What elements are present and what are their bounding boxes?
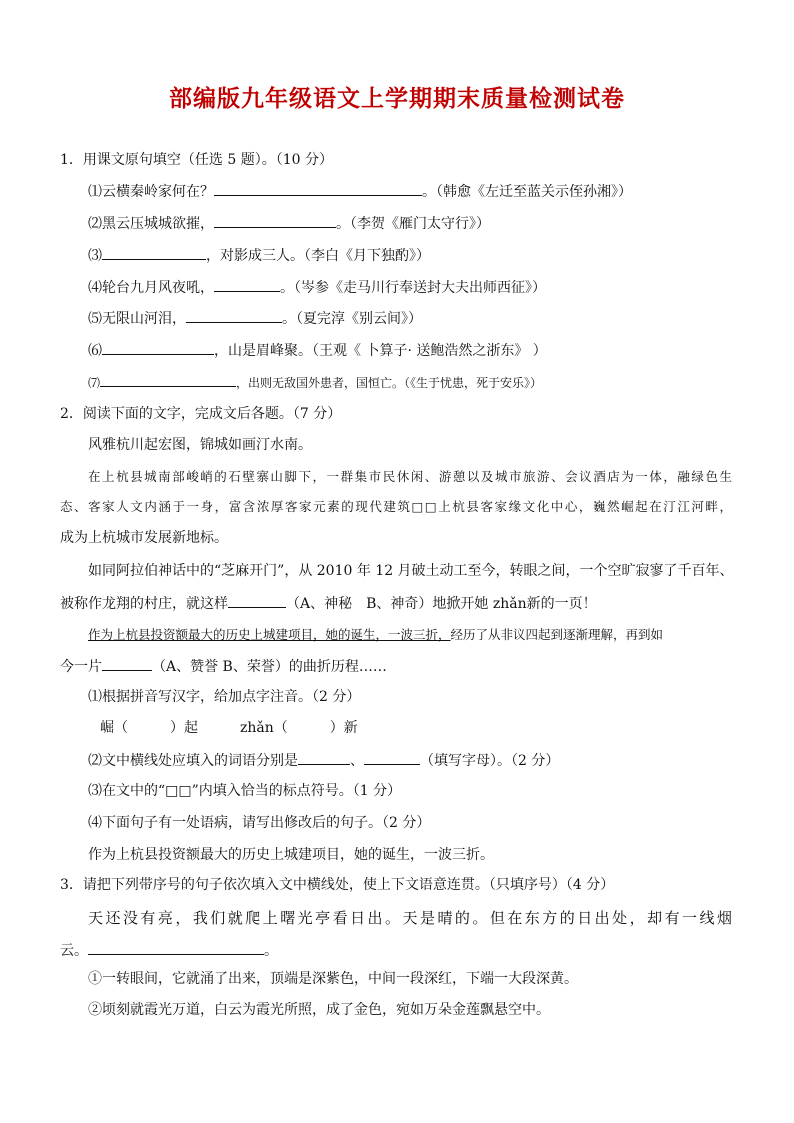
q2-sub-2: ⑵文中横线处应填入的词语分别是 、 （填写字母）。（2 分） [88, 750, 559, 771]
q1-item-3: ⑶ ，对影成三人。（李白《月下独酌》） [88, 245, 430, 266]
q2-sub-4-sentence: 作为上杭县投资额最大的历史上城建项目，她的诞生，一波三折。 [88, 847, 494, 863]
q3-passage-line: 天还没有亮，我们就爬上曙光亭看日出。天是晴的。但在东方的日出处，却有一线烟 [88, 909, 732, 927]
answer-blank[interactable] [186, 308, 282, 323]
answer-blank[interactable] [214, 181, 422, 196]
q1-item-5: ⑸无限山河泪， 。（夏完淳《别云间》） [88, 308, 422, 329]
q3-option-1: ①一转眼间，它就涌了出来，顶端是深紫色，中间一段深红，下端一大段深黄。 [88, 971, 578, 987]
q3-heading: 3．请把下列带序号的句子依次填入文中横线处，使上下文语意连贯。（只填序号）（4 分） [60, 877, 615, 893]
underlined-sentence: 作为上杭县投资额最大的历史上城建项目，她的诞生，一波三折， [88, 627, 451, 642]
answer-blank[interactable] [102, 340, 214, 355]
q2-passage-title-line: 风雅杭川起宏图，锦城如画汀水南。 [88, 437, 312, 453]
q2-heading: 2．阅读下面的文字，完成文后各题。（7 分） [60, 406, 342, 422]
answer-blank[interactable] [214, 213, 336, 228]
q2-passage-line: 作为上杭县投资额最大的历史上城建项目，她的诞生，一波三折，经历了从非议四起到逐渐理解，再到如 [88, 627, 664, 642]
q1-item-4: ⑷轮台九月风夜吼， 。（岑参《走马川行奉送封大夫出师西征》） [88, 277, 546, 298]
answer-blank[interactable] [102, 245, 206, 260]
q2-passage-line: 态、客家人文内涵于一身，富含浓厚客家元素的现代建筑□□上杭县客家缘文化中心，巍然崛起在汀江河畔， [60, 499, 732, 514]
q1-heading: 1．用课文原句填空（任选 5 题）。（10 分） [60, 152, 333, 168]
q2-sub-1-answers: 崛（ ）起 zhǎn（ ）新 [100, 720, 358, 736]
answer-blank[interactable] [100, 372, 236, 387]
exam-title: 部编版九年级语文上学期期末质量检测试卷 [169, 86, 625, 112]
q2-passage-line: 在上杭县城南部峻峭的石壁寨山脚下，一群集市民休闲、游憩以及城市旅游、会议酒店为一体，融绿色生 [88, 469, 732, 484]
answer-blank[interactable] [298, 750, 350, 765]
answer-blank[interactable] [102, 656, 152, 671]
q2-passage-line: 被称作龙翔的村庄，就这样 （A、神秘 B、神奇）地掀开她 zhǎn新的一页！ [60, 593, 597, 614]
q1-item-1: ⑴云横秦岭家何在？ 。（韩愈《左迁至蓝关示侄孙湘》） [88, 181, 632, 202]
q2-passage-line: 成为上杭城市发展新地标。 [60, 530, 228, 546]
q2-sub-3: ⑶在文中的“□□”内填入恰当的标点符号。（1 分） [88, 783, 402, 799]
q2-passage-line: 今一片 （A、赞誉 B、荣誉）的曲折历程…… [60, 656, 387, 677]
q3-option-2: ②顷刻就霞光万道，白云为霞光所照，成了金色，宛如万朵金莲飘悬空中。 [88, 1002, 550, 1018]
q1-item-2: ⑵黑云压城城欲摧， 。（李贺《雁门太守行》） [88, 213, 490, 234]
answer-blank[interactable] [364, 750, 420, 765]
q1-item-7: ⑺ ，出则无敌国外患者，国恒亡。（《生于忧患，死于安乐》） [88, 372, 542, 393]
q2-passage-line: 如同阿拉伯神话中的“芝麻开门”，从 2010 年 12 月破土动工至今，转眼之间，一个空旷寂寥了千百年、 [88, 563, 734, 579]
answer-blank[interactable] [214, 277, 280, 292]
q2-sub-4: ⑷下面句子有一处语病，请写出修改后的句子。（2 分） [88, 815, 431, 831]
q3-passage-line: 云。 。 [60, 940, 278, 961]
q1-item-6: ⑹ ，山是眉峰聚。（王观《 卜算子· 送鲍浩然之浙东》 ） [88, 340, 547, 361]
answer-blank[interactable] [228, 593, 286, 608]
answer-blank[interactable] [88, 940, 264, 955]
q2-sub-1: ⑴根据拼音写汉字，给加点字注音。（2 分） [88, 689, 361, 705]
